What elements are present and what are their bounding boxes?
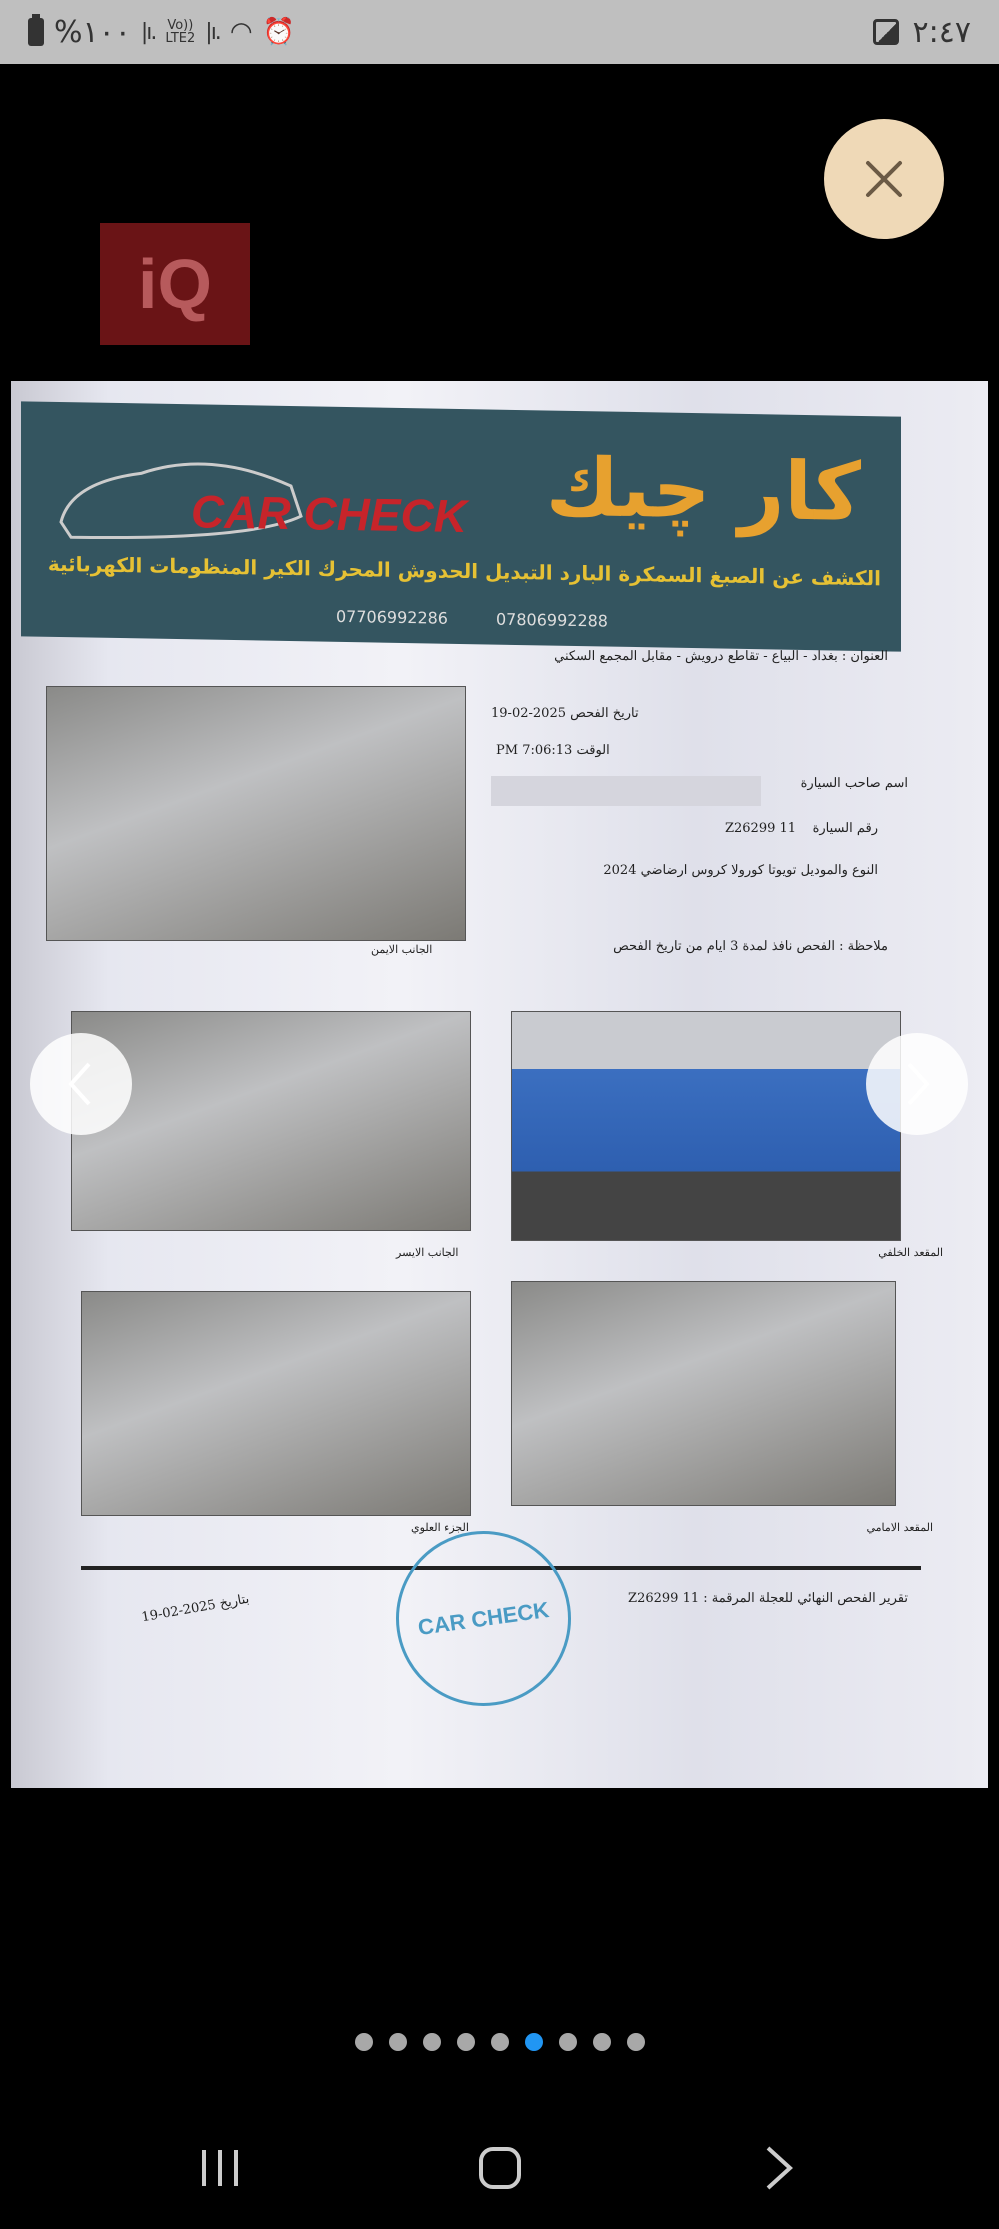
owner-redacted	[491, 776, 761, 806]
chevron-right-icon	[897, 1059, 937, 1109]
alarm-icon: ⏰	[262, 17, 295, 47]
back-button[interactable]	[749, 2138, 809, 2198]
battery-icon	[28, 18, 44, 46]
phone-2: 07706992286	[336, 606, 448, 628]
previous-image-button[interactable]	[30, 1033, 132, 1135]
address: العنوان : بغداد - البياع - تقاطع درويش - مقابل المجمع السكني	[554, 649, 888, 664]
owner-label: اسم صاحب السيارة	[800, 776, 908, 791]
iq-watermark-logo: iQ	[100, 223, 250, 345]
caption-left-side: الجانب الايسر	[396, 1246, 459, 1259]
time-label: الوقت	[576, 743, 610, 758]
caption-front: المقعد الامامي	[866, 1521, 933, 1534]
plate-number: 11 Z26299	[724, 821, 797, 836]
brand-name-ar: كار چيك	[545, 440, 861, 539]
home-button[interactable]	[470, 2138, 530, 2198]
car-photo-right-side	[46, 686, 466, 941]
signal-icon-2: |ı.	[205, 19, 220, 45]
plate-label: رقم السيارة	[812, 821, 878, 836]
brand-name-en: CAR CHECK	[191, 485, 467, 543]
lte-indicator: Vo)) LTE2	[165, 18, 196, 46]
inspection-date: 2025-02-19	[491, 706, 566, 721]
chevron-left-icon	[61, 1059, 101, 1109]
page-dot-9[interactable]	[627, 2033, 645, 2051]
recents-icon	[198, 2148, 242, 2188]
final-report: تقرير الفحص النهائي للعجلة المرقمة : 11 Z26299	[628, 1591, 908, 1606]
services-list: الكشف عن الصبغ السمكرة البارد التبديل الحدوش المحرك الكير المنظومات الكهربائية	[47, 551, 881, 591]
gallery-notification-icon	[873, 19, 899, 45]
page-dot-5[interactable]	[491, 2033, 509, 2051]
page-dot-4[interactable]	[457, 2033, 475, 2051]
page-dot-2[interactable]	[389, 2033, 407, 2051]
phone-1: 07806992288	[496, 609, 608, 631]
date-label: تاريخ الفحص	[570, 706, 639, 721]
page-dot-6[interactable]	[525, 2033, 543, 2051]
page-dot-3[interactable]	[423, 2033, 441, 2051]
caption-rear: المقعد الخلفي	[878, 1246, 943, 1259]
car-photo-roof	[81, 1291, 471, 1516]
clock: ٢:٤٧	[912, 14, 971, 50]
close-button[interactable]	[824, 119, 944, 239]
battery-percent: %١٠٠	[54, 14, 131, 50]
recents-button[interactable]	[190, 2138, 250, 2198]
model-value: تويوتا كورولا كروس ارضاضي 2024	[603, 863, 797, 878]
car-check-stamp: CAR CHECK	[385, 1520, 583, 1718]
final-date: بتاريخ 2025-02-19	[140, 1591, 251, 1626]
inspection-time: 7:06:13 PM	[496, 743, 573, 758]
report-header-banner	[21, 401, 901, 651]
status-bar	[0, 0, 999, 64]
wifi-icon: ◠	[229, 17, 253, 47]
car-photo-left-side	[71, 1011, 471, 1231]
car-photo-front	[511, 1281, 896, 1506]
page-dot-8[interactable]	[593, 2033, 611, 2051]
model-label: النوع والموديل	[800, 863, 878, 878]
close-icon	[862, 157, 906, 201]
page-dot-1[interactable]	[355, 2033, 373, 2051]
home-icon	[478, 2146, 522, 2190]
next-image-button[interactable]	[866, 1033, 968, 1135]
caption-right-side: الجانب الايمن	[371, 943, 433, 956]
signal-icon: |ı.	[140, 19, 156, 45]
page-indicator	[355, 2033, 645, 2051]
system-nav-bar	[0, 2100, 999, 2229]
validity-note: ملاحظة : الفحص نافذ لمدة 3 ايام من تاريخ الفحص	[613, 939, 888, 954]
caption-roof: الجزء العلوي	[411, 1521, 469, 1534]
car-photo-rear	[511, 1011, 901, 1241]
inspection-report-photo[interactable]	[11, 381, 988, 1788]
back-chevron-icon	[764, 2146, 794, 2190]
page-dot-7[interactable]	[559, 2033, 577, 2051]
